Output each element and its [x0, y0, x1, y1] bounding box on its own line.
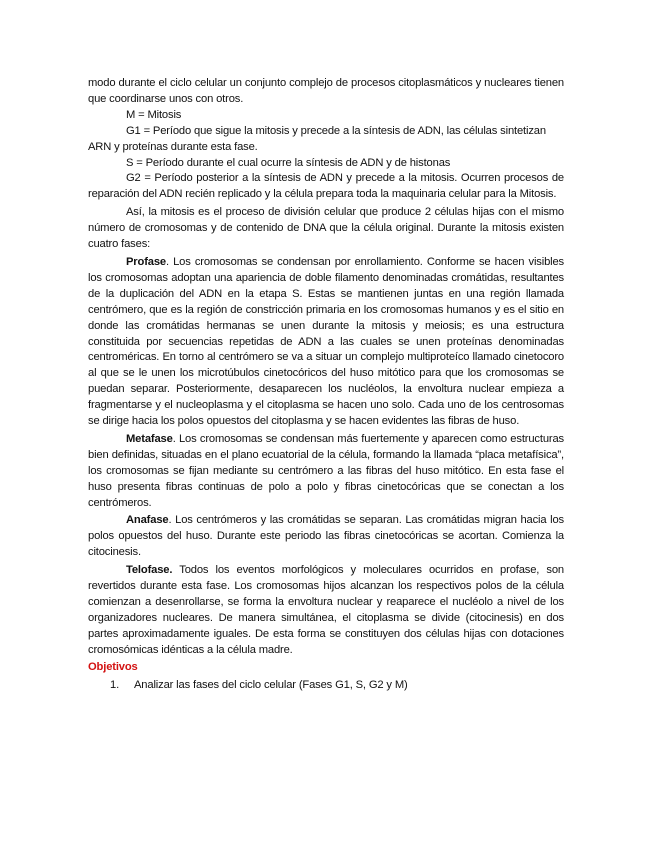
- metafase-text: . Los cromosomas se condensan más fuertemente y aparecen como estructuras bien definidas, situadas en el plano ecuatorial de la célula, formando la llamada “placa metafísica”, los cromosomas se fijan mediante su centrómero a las fibras del huso mitótico. En esta fase el huso presenta fibras continuas de polo a polo y fibras cinetocóricas que se conectan a los centrómeros.: [88, 432, 564, 509]
- list-item-text: Analizar las fases del ciclo celular (Fases G1, S, G2 y M): [134, 678, 408, 691]
- mitosis-intro-paragraph: Así, la mitosis es el proceso de división celular que produce 2 células hijas con el mismo número de cromosomas y de contenido de DNA que la célula original. Durante la mitosis existen cuatro fases:: [88, 206, 564, 251]
- anafase-text: . Los centrómeros y las cromátidas se separan. Las cromátidas migran hacia los polos opuestos del huso. Durante este periodo las fibras cinetocóricas se acortan. Comienza la citocinesis.: [88, 514, 564, 559]
- anafase-paragraph: [88, 513, 564, 561]
- profase-term: Profase: [126, 255, 166, 268]
- profase-paragraph: [88, 255, 564, 430]
- metafase-paragraph: [88, 432, 564, 512]
- anafase-term: Anafase: [126, 514, 169, 527]
- telofase-paragraph: [88, 563, 564, 658]
- definition-m: M = Mitosis: [126, 108, 182, 121]
- objetivos-heading: Objetivos: [88, 660, 138, 673]
- telofase-term: Telofase.: [126, 564, 173, 577]
- list-item: [88, 678, 564, 694]
- definition-g2: G2 = Período posterior a la síntesis de ADN y precede a la mitosis. Ocurren procesos de reparación del ADN recién replicado y la célula prepara toda la maquinaria celular para la Mitosis.: [88, 172, 564, 201]
- telofase-text: Todos los eventos morfológicos y moleculares ocurridos en profase, son revertidos durante esta fase. Los cromosomas hijos alcanzan los respectivos polos de la célula comienzan a desenrollarse, se forma la envoltura nuclear y reaparece el nucléolo a nivel de los organizadores nucleares. De manera simultánea, el citoplasma se divide (citocinesis) en dos partes aproximadamente iguales. De esta forma se constituyen dos células hijas con dotaciones cromosómicas idénticas a la célula madre.: [88, 564, 564, 656]
- list-item-number: 1.: [110, 678, 120, 691]
- document-page: [88, 76, 564, 693]
- definition-s: S = Período durante el cual ocurre la síntesis de ADN y de histonas: [126, 156, 451, 169]
- definition-g1: G1 = Período que sigue la mitosis y precede a la síntesis de ADN, las células sintetizan ARN y proteínas durante esta fase.: [88, 124, 546, 153]
- metafase-term: Metafase: [126, 432, 173, 445]
- intro-paragraph: modo durante el ciclo celular un conjunto complejo de procesos citoplasmáticos y nucleares tienen que coordinarse unos con otros.: [88, 77, 564, 105]
- profase-text: . Los cromosomas se condensan por enrollamiento. Conforme se hacen visibles los cromosomas adoptan una apariencia de doble filamento denominadas cromátidas, resultantes de la duplicación del ADN en la etapa S. Estas se mantienen juntas en una región llamada centrómero, que es la región de constricción primaria en los cromosomas humanos y es el sitio en donde las cromátidas hermanas se unen durante la mitosis y meiosis; es una estructura constituida por secuencias repetidas de ADN a las cuales se unen proteínas denominadas centroméricas. En torno al centrómero se va a situar un complejo multiproteíco llamado cinetocoro al que se le unen los microtúbulos cinetocóricos del huso mitótico para que los cromosomas se puedan separar. Posteriormente, desaparecen los nucléolos, la envoltura nuclear empieza a fragmentarse y el nucleoplasma y el citoplasma se hacen uno solo. Cada uno de los centrosomas se dirige hacia los polos opuestos del citoplasma y se hacen evidentes las fibras de huso.: [88, 255, 564, 428]
